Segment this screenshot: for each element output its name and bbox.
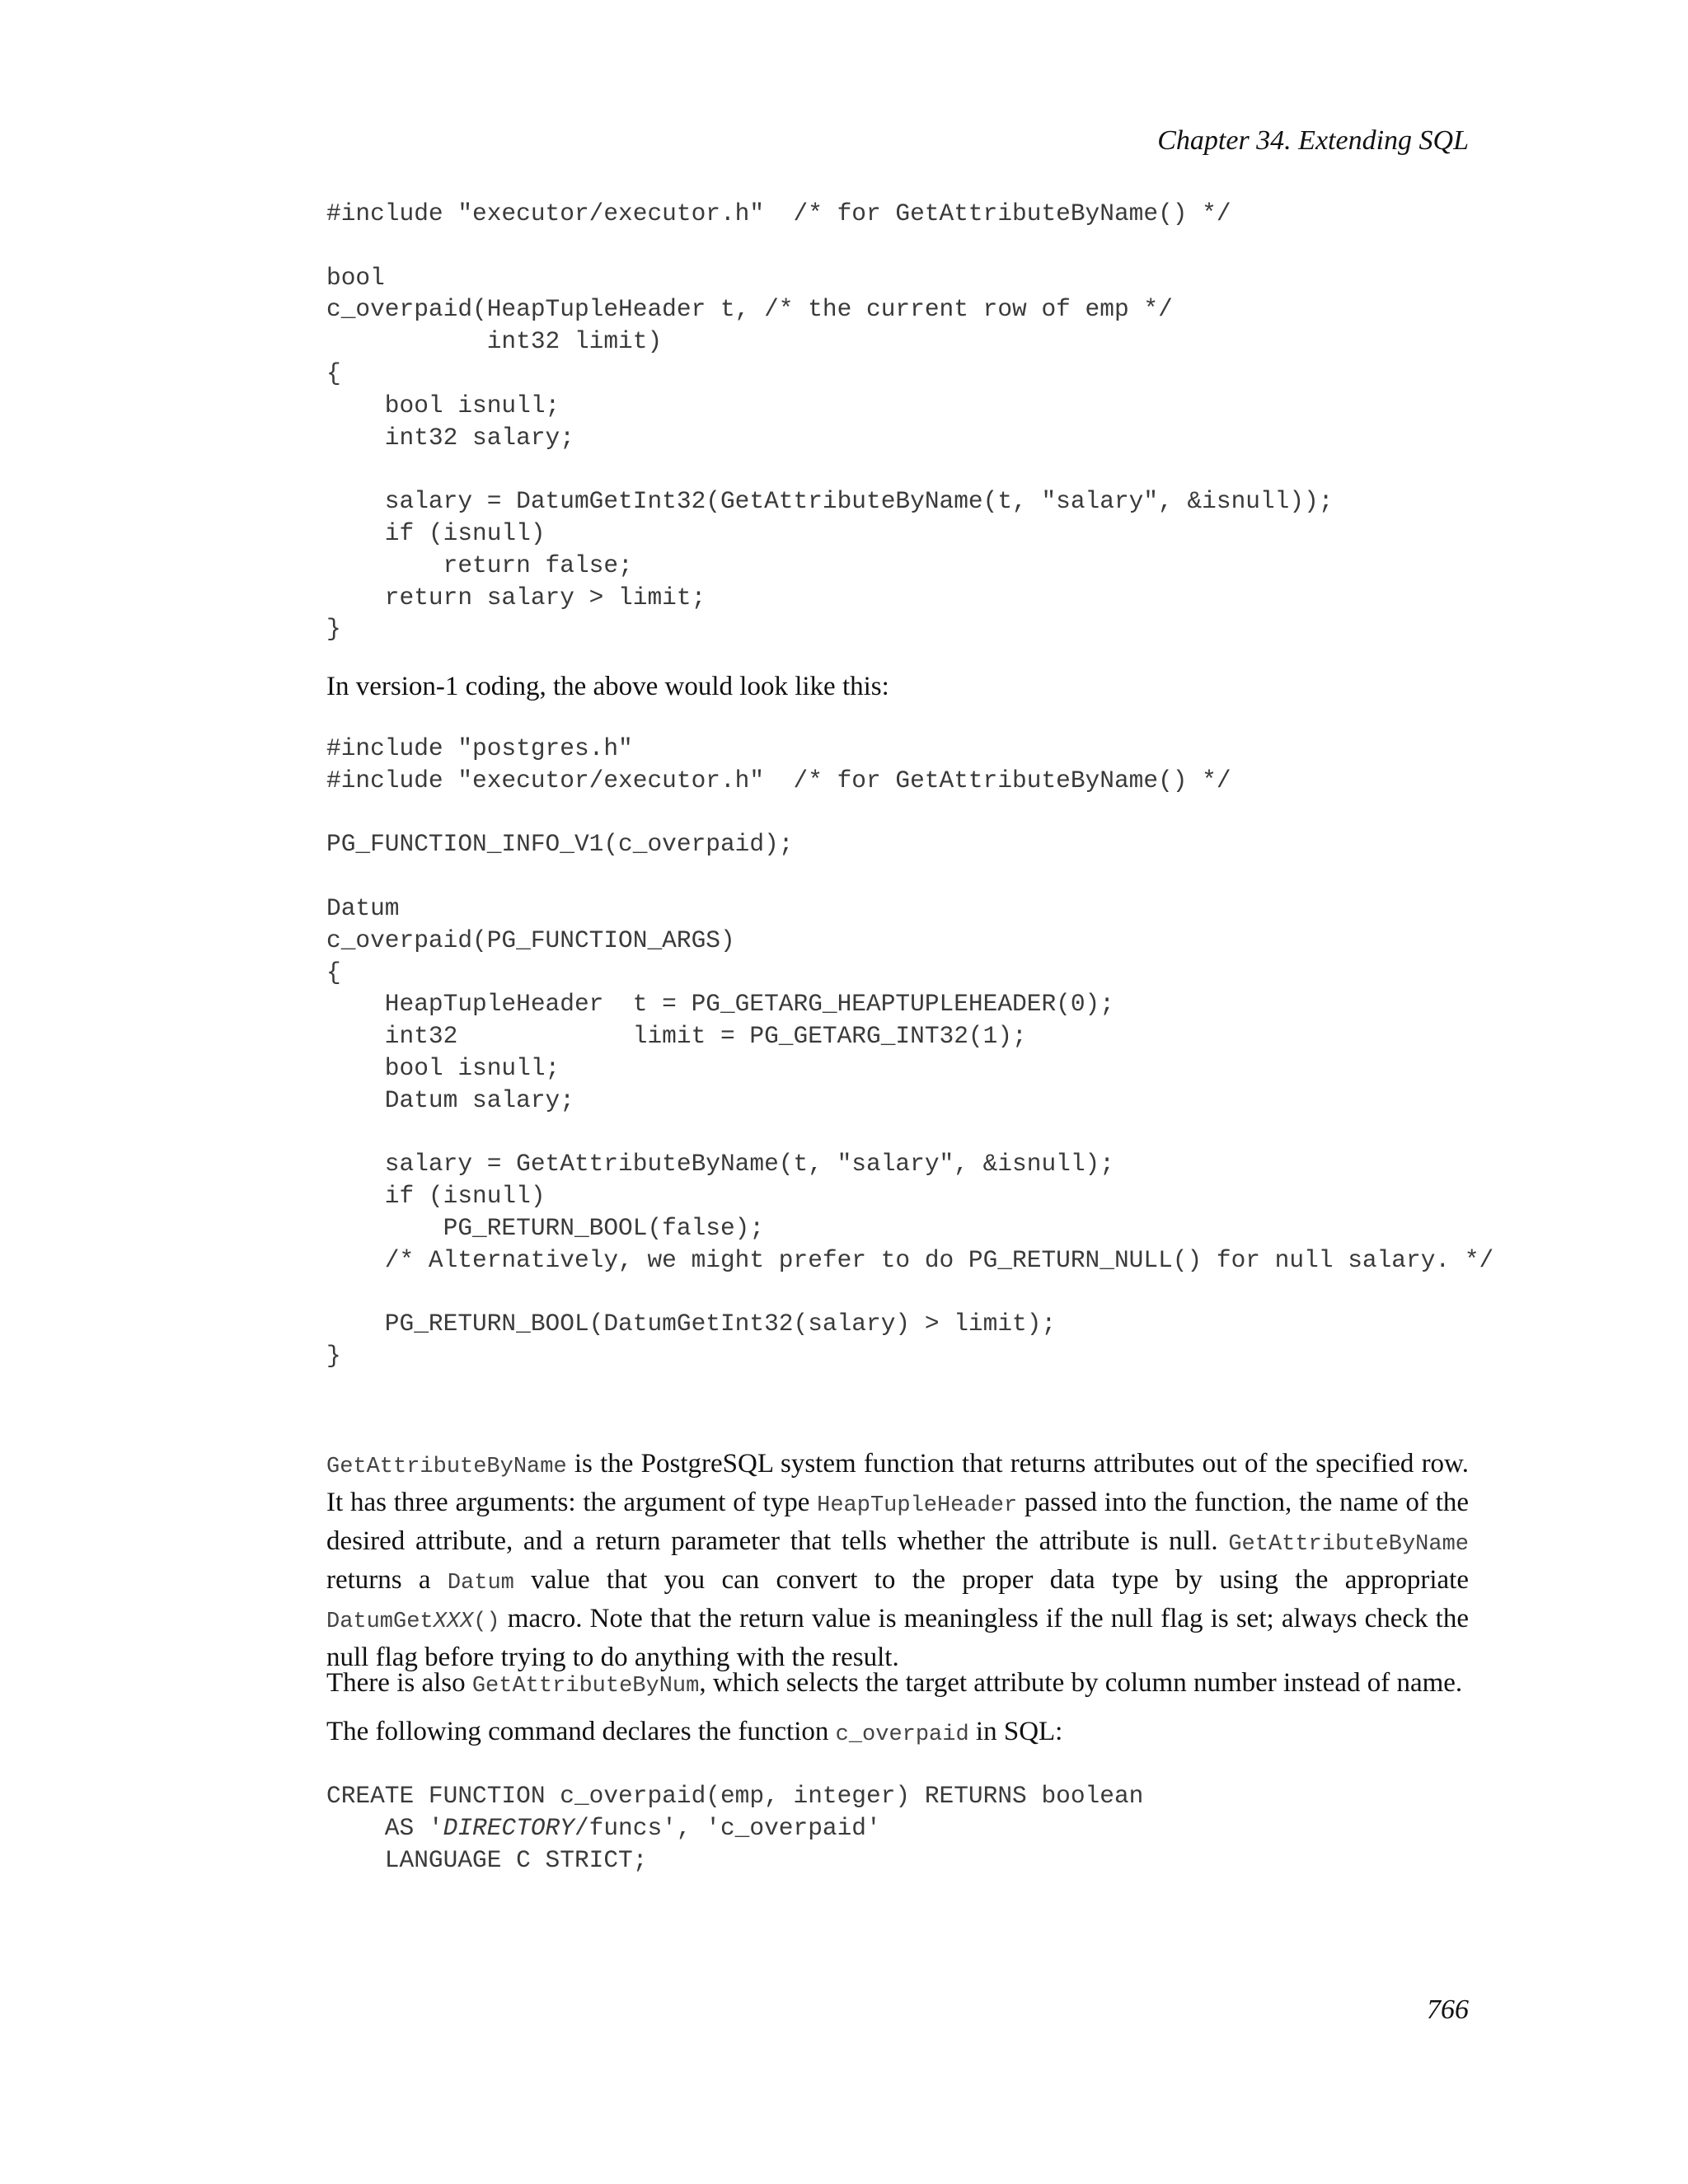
code-block-old-style [326, 198, 1334, 645]
function-name: c_overpaid [835, 1722, 969, 1747]
code-line: bool [326, 263, 385, 292]
code-line: HeapTupleHeader t = PG_GETARG_HEAPTUPLEHEADER(0); [326, 990, 1114, 1019]
paragraph-text: macro. Note that the return value is meaningless if the null flag is set; always check the null flag before trying to do anything with the result. [326, 1604, 1469, 1672]
code-line: PG_RETURN_BOOL(false); [326, 1213, 765, 1242]
code-line: } [326, 1342, 341, 1371]
code-line: int32 limit = PG_GETARG_INT32(1); [326, 1022, 1027, 1051]
code-fragment: AS ' [326, 1813, 443, 1842]
function-name: GetAttributeByName [1228, 1532, 1469, 1557]
code-line: bool isnull; [326, 1053, 560, 1082]
paragraph-text: returns a [326, 1565, 448, 1595]
code-line: CREATE FUNCTION c_overpaid(emp, integer) RETURNS boolean [326, 1782, 1144, 1810]
code-line: c_overpaid(PG_FUNCTION_ARGS) [326, 926, 735, 954]
code-line: bool isnull; [326, 391, 560, 419]
code-block-sql [326, 1780, 1143, 1876]
code-line: #include "executor/executor.h" /* for GetAttributeByName() */ [326, 199, 1231, 227]
code-line: PG_FUNCTION_INFO_V1(c_overpaid); [326, 830, 794, 859]
code-line: int32 salary; [326, 423, 574, 452]
type-name: Datum [447, 1571, 514, 1596]
getattributebyname-paragraph [326, 1446, 1469, 1675]
function-name: GetAttributeByNum [471, 1674, 700, 1699]
code-line: salary = GetAttributeByName(t, "salary", &isnull); [326, 1150, 1114, 1179]
macro-suffix: () [473, 1610, 500, 1634]
code-line [326, 453, 1334, 485]
macro-prefix: DatumGet [326, 1610, 434, 1634]
code-line: PG_RETURN_BOOL(DatumGetInt32(salary) > limit); [326, 1310, 1057, 1338]
code-line: { [326, 359, 341, 387]
code-line: int32 limit) [326, 327, 663, 356]
code-line: Datum [326, 893, 400, 922]
code-line: #include "postgres.h" [326, 734, 633, 762]
macro-name [326, 1610, 500, 1634]
code-line: #include "executor/executor.h" /* for GetAttributeByName() */ [326, 766, 1231, 794]
code-line: if (isnull) [326, 518, 546, 547]
code-line: { [326, 958, 341, 987]
code-block-version1 [326, 733, 1493, 1372]
paragraph-text: passed into the function, the name of the desired attribute, and a return parameter that tells whether the attribute is null. [326, 1488, 1470, 1556]
version1-intro-paragraph: In version-1 coding, the above would look like this: [326, 672, 889, 701]
code-line [326, 1812, 1143, 1844]
code-line [326, 1277, 1493, 1309]
code-line [326, 797, 1493, 829]
paragraph-text: value that you can convert to the proper data type by using the appropriate [513, 1565, 1469, 1595]
page-number: 766 [1427, 1994, 1469, 2025]
code-line: LANGUAGE C STRICT; [326, 1845, 648, 1874]
code-line: if (isnull) [326, 1182, 546, 1211]
code-line [326, 230, 1334, 262]
code-line: Datum salary; [326, 1085, 574, 1114]
code-line: return false; [326, 551, 633, 579]
paragraph-text: , which selects the target attribute by column number instead of name. [699, 1668, 1463, 1698]
code-line: return salary > limit; [326, 583, 706, 612]
paragraph-text: The following command declares the function [326, 1717, 836, 1746]
paragraph-text: is the PostgreSQL system function that returns attributes out of the specified row. It has three arguments: the argument of type [326, 1449, 1469, 1517]
macro-variable: XXX [433, 1610, 474, 1634]
placeholder-directory: DIRECTORY [443, 1813, 574, 1842]
declare-paragraph [326, 1714, 1469, 1753]
paragraph-text: in SQL: [968, 1717, 1063, 1746]
code-line: salary = DatumGetInt32(GetAttributeByName(t, "salary", &isnull)); [326, 487, 1334, 516]
code-line: } [326, 615, 341, 644]
code-line: c_overpaid(HeapTupleHeader t, /* the current row of emp */ [326, 295, 1173, 324]
code-fragment: /funcs', 'c_overpaid' [574, 1813, 881, 1842]
paragraph-text: There is also [326, 1668, 472, 1698]
running-header: Chapter 34. Extending SQL [1157, 125, 1469, 156]
function-name: GetAttributeByName [326, 1455, 567, 1479]
code-line [326, 860, 1493, 893]
code-line [326, 1117, 1493, 1149]
type-name: HeapTupleHeader [817, 1493, 1018, 1518]
code-line: /* Alternatively, we might prefer to do PG_RETURN_NULL() for null salary. */ [326, 1245, 1494, 1274]
getattributebynum-paragraph [326, 1666, 1469, 1704]
